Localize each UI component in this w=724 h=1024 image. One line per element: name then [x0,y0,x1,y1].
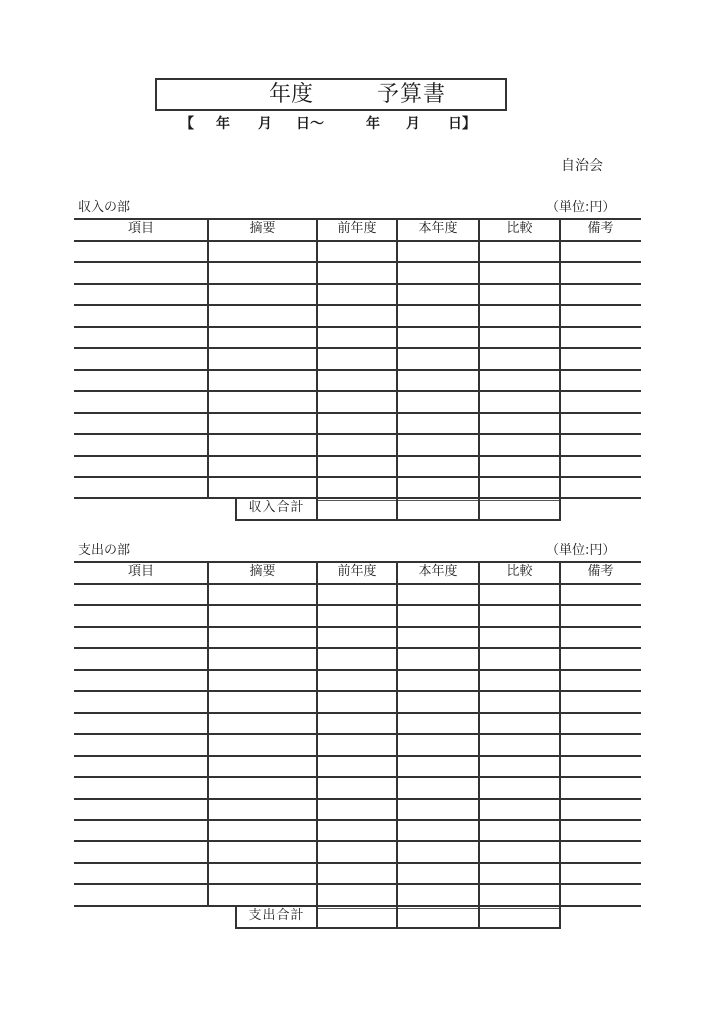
total-double-rule [317,500,560,501]
table-cell[interactable] [76,671,207,689]
table-cell[interactable] [319,306,396,324]
table-cell[interactable] [76,735,207,753]
organization-name: 自治会 [561,158,603,174]
expense-section-label: 支出の部 [78,543,131,558]
table-cell[interactable] [210,735,316,753]
period-end-month: 月 [406,116,420,132]
table-cell[interactable] [210,864,316,882]
table-cell[interactable] [76,285,207,303]
table-cell[interactable] [319,885,396,903]
table-cell[interactable] [210,435,316,453]
table-cell[interactable] [481,414,559,432]
column-divider [316,218,318,498]
table-cell[interactable] [562,649,640,667]
table-cell[interactable] [210,800,316,818]
table-cell[interactable] [319,457,396,475]
table-cell[interactable] [562,885,640,903]
table-cell[interactable] [399,606,478,624]
row-divider [74,497,641,499]
column-divider [396,218,398,498]
column-header: 備考 [587,221,614,236]
total-value-cell[interactable] [481,910,558,926]
table-cell[interactable] [562,606,640,624]
table-cell[interactable] [562,800,640,818]
table-cell[interactable] [399,800,478,818]
table-cell[interactable] [481,457,559,475]
table-cell[interactable] [210,606,316,624]
table-cell[interactable] [210,885,316,903]
table-cell[interactable] [76,306,207,324]
table-cell[interactable] [481,585,559,603]
table-cell[interactable] [399,842,478,860]
table-cell[interactable] [76,757,207,775]
table-cell[interactable] [562,371,640,389]
table-cell[interactable] [399,649,478,667]
table-cell[interactable] [481,606,559,624]
total-column-divider [478,905,480,928]
table-cell[interactable] [481,757,559,775]
table-cell[interactable] [319,478,396,496]
table-cell[interactable] [210,392,316,410]
table-cell[interactable] [76,371,207,389]
table-cell[interactable] [481,885,559,903]
table-cell[interactable] [210,306,316,324]
table-cell[interactable] [481,649,559,667]
period-open-bracket: 【 [180,116,194,132]
table-cell[interactable] [76,585,207,603]
table-cell[interactable] [562,392,640,410]
table-cell[interactable] [399,821,478,839]
period-start-year: 年 [216,116,230,132]
table-cell[interactable] [562,435,640,453]
period-start-month: 月 [258,116,272,132]
total-value-cell[interactable] [481,502,558,518]
table-cell[interactable] [319,821,396,839]
table-cell[interactable] [399,885,478,903]
table-cell[interactable] [562,714,640,732]
table-cell[interactable] [76,606,207,624]
column-divider [478,561,480,906]
table-cell[interactable] [76,821,207,839]
table-cell[interactable] [562,585,640,603]
table-cell[interactable] [399,628,478,646]
table-cell[interactable] [210,285,316,303]
table-cell[interactable] [481,778,559,796]
table-cell[interactable] [481,735,559,753]
table-cell[interactable] [399,457,478,475]
table-cell[interactable] [210,371,316,389]
table-cell[interactable] [562,306,640,324]
table-cell[interactable] [481,800,559,818]
total-value-cell[interactable] [399,502,477,518]
budget-period [180,114,480,134]
table-cell[interactable] [399,242,478,260]
table-cell[interactable] [210,757,316,775]
column-header: 本年度 [418,221,458,236]
column-header: 前年度 [337,564,377,579]
table-cell[interactable] [76,885,207,903]
column-divider [207,561,209,906]
table-cell[interactable] [76,800,207,818]
table-cell[interactable] [481,349,559,367]
table-cell[interactable] [481,371,559,389]
period-start-day: 日～ [296,116,324,132]
table-cell[interactable] [481,628,559,646]
table-cell[interactable] [76,778,207,796]
table-cell[interactable] [481,263,559,281]
table-cell[interactable] [210,349,316,367]
total-column-divider [396,905,398,928]
table-cell[interactable] [481,306,559,324]
table-cell[interactable] [481,714,559,732]
table-cell[interactable] [319,649,396,667]
column-divider [559,218,561,498]
table-cell[interactable] [210,692,316,710]
table-cell[interactable] [319,714,396,732]
title-fiscal-year: 年度 [269,82,314,107]
table-cell[interactable] [562,328,640,346]
table-cell[interactable] [481,435,559,453]
period-end-day: 日】 [448,116,476,132]
column-divider [396,561,398,906]
table-cell[interactable] [319,606,396,624]
table-cell[interactable] [76,392,207,410]
table-cell[interactable] [319,328,396,346]
period-end-year: 年 [366,116,380,132]
table-cell[interactable] [76,263,207,281]
table-cell[interactable] [399,349,478,367]
table-cell[interactable] [76,414,207,432]
table-cell[interactable] [76,628,207,646]
table-cell[interactable] [562,864,640,882]
table-cell[interactable] [399,478,478,496]
total-value-cell[interactable] [319,502,395,518]
table-cell[interactable] [399,263,478,281]
table-cell[interactable] [399,778,478,796]
column-header: 備考 [587,564,614,579]
total-column-divider [478,497,480,520]
table-cell[interactable] [481,821,559,839]
table-cell[interactable] [399,371,478,389]
table-cell[interactable] [319,285,396,303]
table-cell[interactable] [210,649,316,667]
table-cell[interactable] [76,649,207,667]
table-cell[interactable] [210,778,316,796]
column-header: 比較 [506,221,533,236]
table-cell[interactable] [562,263,640,281]
table-cell[interactable] [319,778,396,796]
table-cell[interactable] [210,478,316,496]
table-cell[interactable] [210,242,316,260]
table-cell[interactable] [319,735,396,753]
table-cell[interactable] [562,671,640,689]
table-cell[interactable] [76,714,207,732]
total-box-bottom [235,519,561,521]
table-cell[interactable] [319,800,396,818]
column-header: 項目 [127,221,154,236]
table-cell[interactable] [481,842,559,860]
table-cell[interactable] [319,263,396,281]
table-cell[interactable] [210,842,316,860]
table-cell[interactable] [399,392,478,410]
table-cell[interactable] [76,478,207,496]
table-cell[interactable] [399,757,478,775]
table-cell[interactable] [562,821,640,839]
total-column-divider [396,497,398,520]
table-cell[interactable] [76,349,207,367]
table-cell[interactable] [399,692,478,710]
table-cell[interactable] [399,435,478,453]
table-cell[interactable] [319,692,396,710]
table-cell[interactable] [481,328,559,346]
table-cell[interactable] [319,414,396,432]
table-cell[interactable] [481,285,559,303]
column-header: 項目 [127,564,154,579]
table-cell[interactable] [562,757,640,775]
column-header: 比較 [506,564,533,579]
table-cell[interactable] [210,263,316,281]
table-cell[interactable] [562,242,640,260]
table-cell[interactable] [76,435,207,453]
table-cell[interactable] [319,242,396,260]
table-cell[interactable] [319,371,396,389]
income-section-label: 収入の部 [78,200,131,215]
table-cell[interactable] [210,714,316,732]
total-value-cell[interactable] [399,910,477,926]
table-cell[interactable] [210,628,316,646]
table-cell[interactable] [399,864,478,882]
table-cell[interactable] [562,285,640,303]
table-cell[interactable] [319,757,396,775]
table-cell[interactable] [319,435,396,453]
table-cell[interactable] [319,628,396,646]
table-cell[interactable] [210,414,316,432]
expense-unit-label: （単位:円） [546,543,616,558]
table-cell[interactable] [481,478,559,496]
table-cell[interactable] [562,349,640,367]
table-cell[interactable] [562,842,640,860]
table-cell[interactable] [210,821,316,839]
table-cell[interactable] [399,714,478,732]
table-cell[interactable] [76,842,207,860]
column-divider [316,561,318,906]
table-cell[interactable] [76,457,207,475]
table-cell[interactable] [319,842,396,860]
income-unit-label: （単位:円） [546,200,616,215]
table-cell[interactable] [319,671,396,689]
row-divider [74,905,641,907]
table-cell[interactable] [562,778,640,796]
table-cell[interactable] [481,671,559,689]
table-cell[interactable] [399,328,478,346]
column-header: 摘要 [249,221,276,236]
column-divider [478,218,480,498]
table-cell[interactable] [210,328,316,346]
table-cell[interactable] [319,864,396,882]
table-cell[interactable] [481,392,559,410]
table-cell[interactable] [399,285,478,303]
table-cell[interactable] [319,585,396,603]
table-cell[interactable] [562,478,640,496]
table-cell[interactable] [562,735,640,753]
total-box-right [559,497,561,520]
table-cell[interactable] [562,414,640,432]
table-cell[interactable] [481,242,559,260]
table-cell[interactable] [76,242,207,260]
table-cell[interactable] [319,349,396,367]
total-label: 支出合計 [248,908,305,923]
total-box-right [559,905,561,928]
table-cell[interactable] [399,414,478,432]
table-cell[interactable] [76,864,207,882]
table-cell[interactable] [399,306,478,324]
table-cell[interactable] [399,585,478,603]
column-header: 本年度 [418,564,458,579]
title-budget-label: 予算書 [377,82,447,107]
table-cell[interactable] [76,328,207,346]
total-label: 収入合計 [248,500,305,515]
table-cell[interactable] [481,692,559,710]
column-divider [207,218,209,498]
total-box-bottom [235,927,561,929]
title-box [155,78,507,111]
table-cell[interactable] [319,392,396,410]
table-cell[interactable] [210,585,316,603]
column-header: 摘要 [249,564,276,579]
table-cell[interactable] [76,692,207,710]
table-cell[interactable] [562,628,640,646]
total-double-rule [317,908,560,909]
table-cell[interactable] [399,671,478,689]
column-divider [559,561,561,906]
table-cell[interactable] [562,457,640,475]
column-header: 前年度 [337,221,377,236]
total-value-cell[interactable] [319,910,395,926]
table-cell[interactable] [210,671,316,689]
table-cell[interactable] [399,735,478,753]
table-cell[interactable] [210,457,316,475]
table-cell[interactable] [481,864,559,882]
table-cell[interactable] [562,692,640,710]
